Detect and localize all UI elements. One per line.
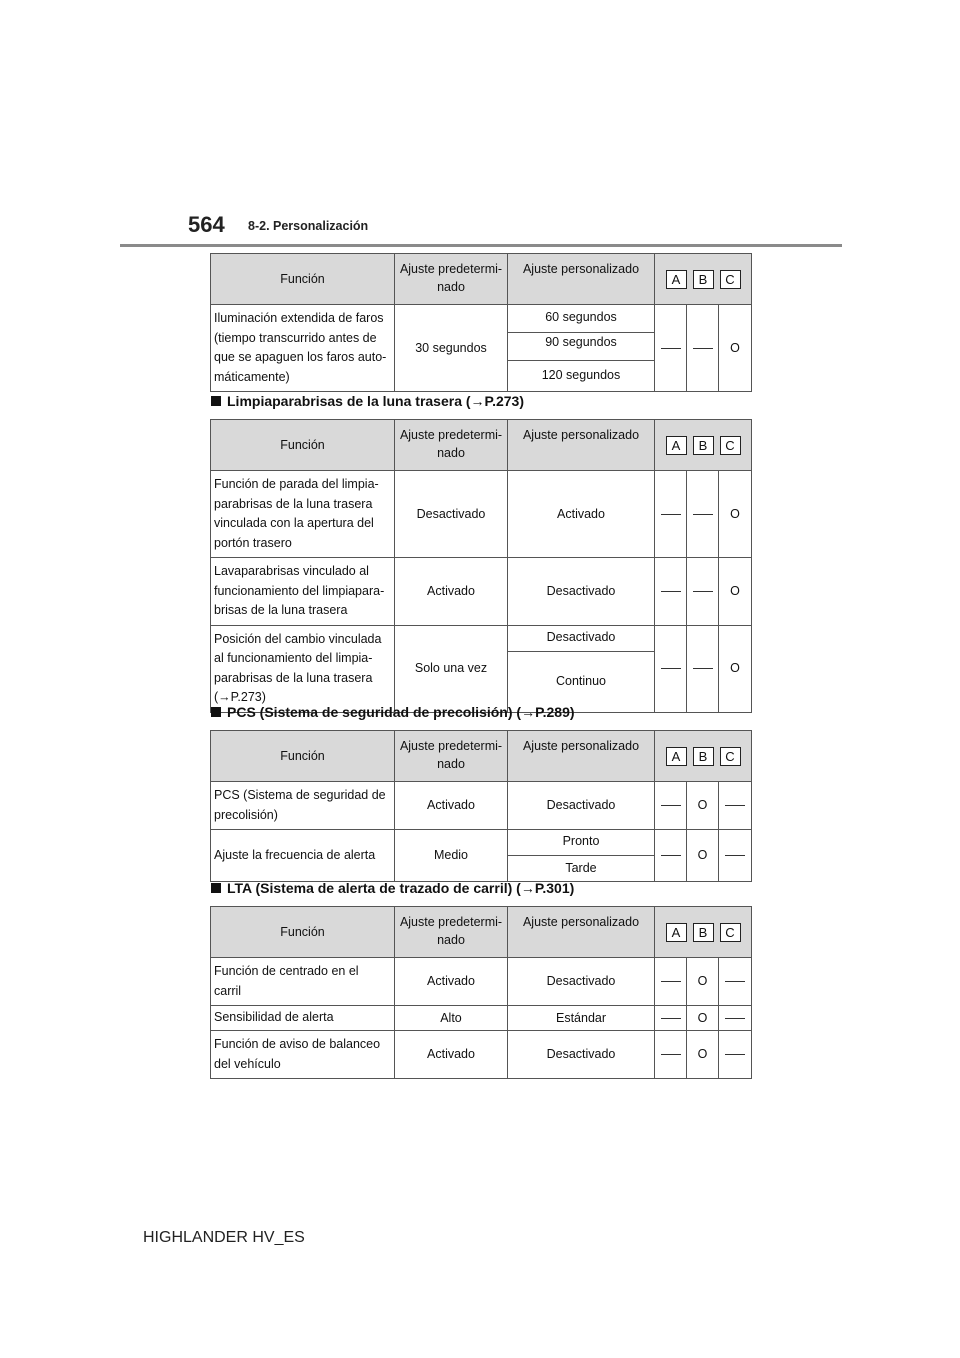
bullet-square-icon — [211, 396, 221, 406]
cell-c — [719, 1006, 752, 1031]
bullet-square-icon — [211, 707, 221, 717]
heading-pcs: PCS (Sistema de seguridad de precolisión) (→P.289) — [211, 704, 575, 720]
cell-predeterminado: Medio — [395, 830, 508, 882]
dash-mark — [661, 981, 681, 982]
cell-c: O — [719, 625, 752, 712]
cell-b — [687, 471, 719, 558]
table-row — [211, 305, 752, 333]
header-funcion: Función — [211, 907, 395, 958]
table-row — [211, 958, 752, 1006]
cell-personalizado: Desactivado — [508, 1031, 655, 1079]
header-abc — [655, 907, 752, 958]
cell-a — [655, 782, 687, 830]
table-row — [211, 558, 752, 626]
dash-mark — [725, 1054, 745, 1055]
cell-funcion: Ajuste la frecuencia de alerta — [211, 830, 395, 882]
table-header-row — [211, 731, 752, 782]
header-abc — [655, 420, 752, 471]
dash-mark — [725, 805, 745, 806]
dash-mark — [725, 981, 745, 982]
cell-a — [655, 1006, 687, 1031]
table-header-row — [211, 254, 752, 305]
cell-predeterminado: Solo una vez — [395, 625, 508, 712]
letter-a: A — [666, 923, 687, 942]
cell-predeterminado: Activado — [395, 558, 508, 626]
cell-predeterminado: Alto — [395, 1006, 508, 1031]
header-ajuste-personalizado: Ajuste personalizado — [508, 731, 655, 782]
cell-c — [719, 1031, 752, 1079]
cell-personalizado: Tarde — [508, 856, 655, 882]
header-ajuste-predeterminado: Ajuste predetermi- nado — [395, 907, 508, 958]
letter-b: B — [693, 747, 714, 766]
dash-mark — [661, 1018, 681, 1019]
dash-mark — [725, 855, 745, 856]
letter-a: A — [666, 270, 687, 289]
cell-b — [687, 305, 719, 392]
letter-a: A — [666, 436, 687, 455]
header-abc — [655, 254, 752, 305]
letter-b: B — [693, 436, 714, 455]
cell-personalizado: Activado — [508, 471, 655, 558]
cell-funcion: Iluminación extendida de faros (tiempo transcurrido antes de que se apaguen los faros auto- máticamente) — [211, 305, 395, 392]
footer-model: HIGHLANDER HV_ES — [143, 1229, 305, 1246]
bullet-square-icon — [211, 883, 221, 893]
dash-mark — [693, 514, 713, 515]
cell-c — [719, 830, 752, 882]
dash-mark — [661, 348, 681, 349]
letter-c: C — [720, 923, 741, 942]
cell-c — [719, 958, 752, 1006]
cell-personalizado: Desactivado — [508, 625, 655, 652]
cell-b — [687, 558, 719, 626]
table-iluminacion — [210, 253, 752, 392]
cell-b — [687, 625, 719, 712]
cell-personalizado: Continuo — [508, 652, 655, 712]
dash-mark — [693, 591, 713, 592]
header-ajuste-predeterminado: Ajuste predetermi- nado — [395, 731, 508, 782]
header-ajuste-personalizado: Ajuste personalizado — [508, 420, 655, 471]
section-title: 8-2. Personalización — [248, 219, 369, 233]
cell-a — [655, 305, 687, 392]
letter-c: C — [720, 747, 741, 766]
cell-c: O — [719, 305, 752, 392]
cell-personalizado: 120 segundos — [508, 360, 655, 391]
cell-funcion: Función de aviso de balanceo del vehículo — [211, 1031, 395, 1079]
table-row — [211, 1006, 752, 1031]
dash-mark — [693, 348, 713, 349]
cell-predeterminado: Desactivado — [395, 471, 508, 558]
letter-c: C — [720, 436, 741, 455]
cell-personalizado: Pronto — [508, 830, 655, 856]
letter-c: C — [720, 270, 741, 289]
dash-mark — [725, 1018, 745, 1019]
dash-mark — [661, 805, 681, 806]
cell-b: O — [687, 830, 719, 882]
cell-b: O — [687, 1031, 719, 1079]
cell-b: O — [687, 1006, 719, 1031]
cell-c: O — [719, 558, 752, 626]
dash-mark — [693, 668, 713, 669]
header-rule — [120, 244, 842, 247]
cell-a — [655, 471, 687, 558]
cell-funcion: Sensibilidad de alerta — [211, 1006, 395, 1031]
table-header-row — [211, 420, 752, 471]
cell-funcion: PCS (Sistema de seguridad de precolisión) — [211, 782, 395, 830]
header-ajuste-personalizado: Ajuste personalizado — [508, 907, 655, 958]
table-header-row — [211, 907, 752, 958]
cell-personalizado: Desactivado — [508, 958, 655, 1006]
cell-funcion: Función de parada del limpia- parabrisas de la luna trasera vinculada con la apertura del portón trasero — [211, 471, 395, 558]
cell-predeterminado: 30 segundos — [395, 305, 508, 392]
header-ajuste-personalizado: Ajuste personalizado — [508, 254, 655, 305]
cell-c: O — [719, 471, 752, 558]
header-funcion: Función — [211, 254, 395, 305]
cell-a — [655, 558, 687, 626]
table-row — [211, 471, 752, 558]
dash-mark — [661, 855, 681, 856]
table-lta — [210, 906, 752, 1079]
letter-b: B — [693, 270, 714, 289]
cell-personalizado: Estándar — [508, 1006, 655, 1031]
cell-b: O — [687, 782, 719, 830]
letter-b: B — [693, 923, 714, 942]
dash-mark — [661, 668, 681, 669]
heading-limpiaparabrisas: Limpiaparabrisas de la luna trasera (→P.273) — [211, 393, 524, 409]
heading-lta: LTA (Sistema de alerta de trazado de carril) (→P.301) — [211, 880, 574, 896]
table-row — [211, 1031, 752, 1079]
header-funcion: Función — [211, 420, 395, 471]
dash-mark — [661, 591, 681, 592]
cell-personalizado: 90 segundos — [508, 333, 655, 360]
cell-funcion: Lavaparabrisas vinculado al funcionamiento del limpiapara- brisas de la luna trasera — [211, 558, 395, 626]
cell-c — [719, 782, 752, 830]
header-funcion: Función — [211, 731, 395, 782]
table-limpiaparabrisas — [210, 419, 752, 713]
cell-personalizado: Desactivado — [508, 782, 655, 830]
table-row — [211, 782, 752, 830]
table-row — [211, 830, 752, 856]
letter-a: A — [666, 747, 687, 766]
cell-a — [655, 625, 687, 712]
table-pcs — [210, 730, 752, 882]
header-abc — [655, 731, 752, 782]
dash-mark — [661, 514, 681, 515]
cell-personalizado: Desactivado — [508, 558, 655, 626]
page-number: 564 — [188, 212, 225, 237]
cell-a — [655, 958, 687, 1006]
cell-personalizado: 60 segundos — [508, 305, 655, 333]
cell-a — [655, 1031, 687, 1079]
cell-a — [655, 830, 687, 882]
cell-funcion: Posición del cambio vinculada al funcionamiento del limpia- parabrisas de la luna trasera (→P.273) — [211, 625, 395, 712]
header-ajuste-predeterminado: Ajuste predetermi- nado — [395, 420, 508, 471]
header-ajuste-predeterminado: Ajuste predetermi- nado — [395, 254, 508, 305]
table-row — [211, 625, 752, 652]
cell-funcion: Función de centrado en el carril — [211, 958, 395, 1006]
cell-predeterminado: Activado — [395, 782, 508, 830]
dash-mark — [661, 1054, 681, 1055]
cell-b: O — [687, 958, 719, 1006]
cell-predeterminado: Activado — [395, 958, 508, 1006]
cell-predeterminado: Activado — [395, 1031, 508, 1079]
